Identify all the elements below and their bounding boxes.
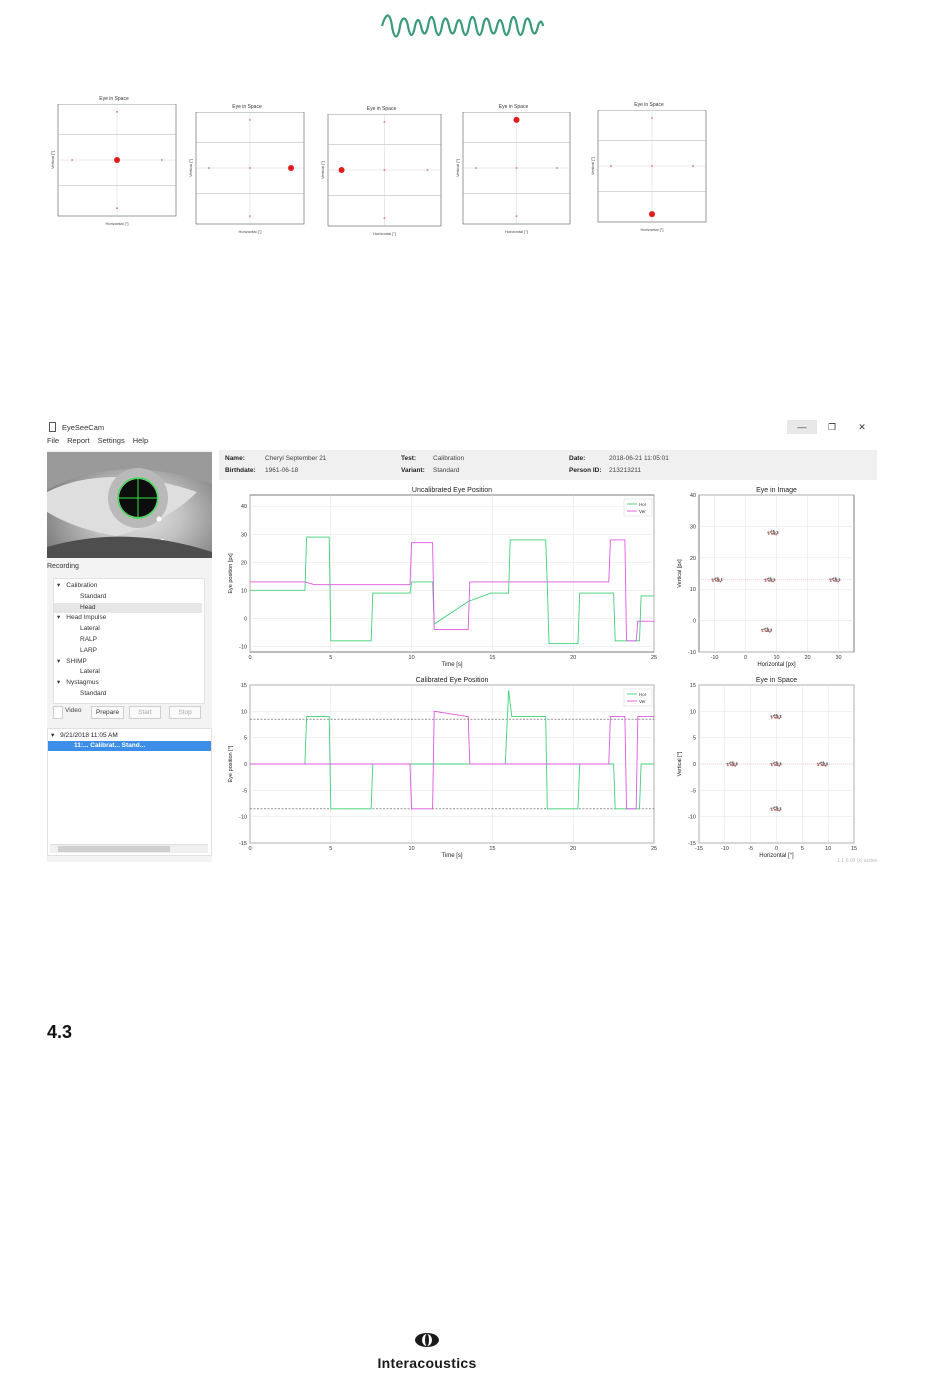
scatter-point	[769, 631, 771, 633]
x-tick-label: 0	[774, 846, 779, 852]
scatter-point	[727, 764, 729, 766]
mini-plot-title: Eye in Space	[498, 104, 529, 110]
mini-plot-ylabel: Vertical [°]	[455, 158, 460, 178]
scatter-point	[829, 578, 831, 580]
scatter-point	[764, 578, 766, 580]
y-axis-label: Eye position [°]	[228, 745, 234, 783]
tree-item[interactable]	[54, 603, 202, 613]
footer-brand: Interacoustics	[377, 1355, 477, 1371]
x-tick-label: 15	[489, 846, 496, 852]
eyeseecam-window	[47, 420, 879, 866]
mini-plot-xlabel: Horizontal [°]	[373, 231, 396, 236]
scatter-point	[780, 762, 782, 764]
video-checkbox[interactable]	[53, 706, 63, 719]
recording-button-row	[53, 706, 203, 718]
y-tick-label: 40	[689, 493, 696, 499]
x-tick-label: 20	[570, 655, 577, 661]
tree-item[interactable]	[54, 613, 202, 623]
birthdate-value: 1961-06-18	[265, 467, 299, 474]
person-id-value: 213213211	[609, 467, 642, 474]
y-tick-label: 0	[692, 762, 696, 768]
person-id-label: Person ID:	[569, 467, 602, 474]
x-tick-label: 10	[408, 846, 415, 852]
tree-item-label: Calibration	[66, 582, 98, 589]
scatter-point	[771, 717, 773, 719]
date-label: Date:	[569, 455, 586, 462]
x-tick-label: 5	[329, 846, 333, 852]
x-tick-label: -5	[748, 846, 754, 852]
x-tick-label: 5	[800, 846, 804, 852]
x-axis-label: Horizontal [°]	[759, 853, 794, 859]
tree-item-label: Standard	[80, 690, 107, 697]
eye-in-space-mini-plot	[50, 96, 178, 226]
scatter-point	[711, 578, 713, 580]
variant-label: Variant:	[401, 467, 425, 474]
plot-frame	[250, 495, 654, 652]
x-tick-label: 0	[248, 846, 252, 852]
scatter-point	[770, 763, 772, 765]
y-tick-label: -10	[239, 814, 247, 821]
mini-plot-title: Eye in Space	[232, 104, 262, 110]
x-tick-label: -15	[695, 846, 703, 852]
mini-plot-ylabel: Vertical [°]	[320, 160, 325, 180]
restore-button[interactable]: ❐	[827, 422, 837, 432]
mini-plot-title: Eye in Space	[99, 96, 129, 102]
tree-item[interactable]	[54, 646, 202, 656]
x-tick-label: 30	[835, 655, 842, 661]
tree-item[interactable]	[54, 581, 202, 591]
scatter-point	[767, 531, 769, 533]
tree-item[interactable]	[54, 678, 202, 688]
mini-plot-xlabel: Horizontal [°]	[640, 227, 664, 232]
scatter-point	[778, 810, 780, 812]
mini-plot-title: Eye in Space	[366, 106, 397, 112]
menu-settings[interactable]: Settings	[97, 436, 125, 445]
tree-item-label: Head Impulse	[66, 614, 107, 622]
menu-file[interactable]: File	[47, 436, 60, 445]
x-tick-label: 5	[329, 655, 333, 661]
mini-plot-title: Eye in Space	[634, 102, 664, 108]
mini-eye-position-dot	[339, 167, 345, 173]
y-tick-label: 0	[692, 618, 696, 625]
scatter-point	[819, 762, 821, 764]
x-tick-label: 20	[804, 655, 811, 661]
scatter-point	[823, 764, 825, 766]
tree-item-label: SHIMP	[66, 657, 87, 665]
scatter-point	[776, 715, 778, 717]
mini-target-marker	[516, 215, 518, 217]
scatter-point	[780, 715, 782, 717]
scatter-point	[761, 629, 763, 631]
scatter-point	[765, 580, 767, 582]
y-tick-label: 30	[689, 524, 696, 531]
scatter-point	[773, 533, 775, 535]
scatter-point	[772, 581, 774, 583]
legend-label: Ver	[639, 699, 646, 704]
scatter-point	[778, 718, 780, 720]
scatter-point	[771, 764, 773, 766]
mini-target-marker	[556, 167, 558, 169]
name-value: Cheryl September 21	[265, 455, 327, 462]
session-item-row[interactable]	[48, 741, 211, 751]
chart-1	[677, 487, 854, 668]
footer-logo	[360, 1332, 494, 1371]
eye-in-space-mini-plot	[455, 104, 572, 234]
scatter-point	[780, 807, 782, 809]
legend-label: Ver	[639, 509, 646, 514]
y-tick-label: -15	[688, 841, 696, 847]
scatter-point	[823, 762, 825, 764]
mini-target-marker	[651, 165, 653, 167]
scrollbar-thumb[interactable]	[58, 846, 170, 852]
legend-label: Hor	[639, 692, 647, 697]
scatter-point	[767, 628, 769, 630]
x-tick-label: 10	[408, 655, 415, 661]
x-axis-label: Horizontal [px]	[757, 662, 796, 668]
scatter-point	[830, 580, 832, 582]
scatter-point	[837, 581, 839, 583]
x-tick-label: 25	[650, 655, 658, 661]
title-bar	[47, 420, 879, 434]
eye-camera-image	[47, 452, 212, 558]
mini-plot-ylabel: Vertical [°]	[188, 158, 193, 178]
mini-target-marker	[161, 159, 163, 161]
mini-target-marker	[249, 119, 251, 121]
scatter-point	[766, 578, 768, 580]
scatter-point	[771, 809, 773, 811]
chart-title: Calibrated Eye Position	[415, 677, 489, 684]
expand-icon: ▾	[51, 732, 55, 739]
scatter-point	[826, 762, 828, 764]
scatter-point	[712, 580, 714, 582]
scatter-point	[770, 715, 772, 717]
tree-item-label: Lateral	[80, 625, 100, 633]
y-tick-label: 0	[243, 762, 247, 768]
x-tick-label: -10	[710, 655, 719, 661]
window-title: EyeSeeCam	[62, 422, 105, 432]
x-axis-label: Time [s]	[441, 662, 463, 668]
y-tick-label: 20	[689, 555, 696, 562]
variant-value: Standard	[433, 467, 460, 474]
mini-target-marker	[208, 167, 210, 169]
scatter-point	[775, 534, 777, 536]
session-date-row[interactable]	[48, 731, 211, 741]
y-tick-label: 10	[689, 709, 696, 716]
y-axis-label: Vertical [px]	[677, 559, 683, 588]
scatter-point	[817, 763, 819, 765]
expand-icon[interactable]: ▾	[57, 614, 61, 622]
x-tick-label: 25	[650, 846, 658, 852]
mini-target-marker	[651, 117, 653, 119]
interacoustics-wave-logo	[380, 8, 545, 44]
mini-plot-ylabel: Vertical [°]	[590, 156, 595, 176]
scatter-point	[773, 762, 775, 764]
y-tick-label: -5	[691, 788, 696, 795]
eye-in-space-mini-plot	[188, 104, 306, 234]
expand-icon[interactable]: ▾	[57, 582, 61, 589]
scatter-point	[726, 763, 728, 765]
x-axis-label: Time [s]	[441, 853, 463, 859]
chart-title: Eye in Space	[755, 677, 798, 684]
mini-plot-ylabel: Vertical [°]	[50, 150, 55, 170]
mini-eye-position-dot	[288, 165, 294, 171]
x-tick-label: 0	[743, 655, 748, 661]
mini-target-marker	[610, 165, 612, 167]
section-number: 4.3	[47, 1022, 73, 1042]
session-date: 9/21/2018 11:05 AM	[60, 732, 118, 739]
scatter-point	[770, 580, 772, 582]
mini-target-marker	[116, 207, 118, 209]
x-tick-label: -10	[720, 846, 729, 852]
birthdate-label: Birthdate:	[225, 467, 256, 474]
scatter-point	[718, 580, 720, 582]
scatter-point	[839, 578, 841, 580]
chart-title: Uncalibrated Eye Position	[411, 487, 493, 494]
scatter-point	[717, 578, 719, 580]
y-tick-label: 15	[240, 683, 247, 689]
charts-area	[219, 482, 879, 864]
y-tick-label: -15	[239, 841, 247, 847]
y-tick-label: 40	[240, 504, 247, 511]
scatter-point	[719, 581, 721, 583]
scatter-point	[773, 807, 775, 809]
mini-eye-position-dot	[649, 211, 655, 217]
left-panel	[47, 450, 212, 862]
mini-target-marker	[692, 165, 694, 167]
scatter-point	[768, 533, 770, 535]
version-text: 1.1.0.00 (x) active	[837, 858, 877, 864]
y-tick-label: 20	[240, 560, 247, 567]
test-tree	[53, 578, 205, 704]
horizontal-scrollbar[interactable]	[50, 844, 208, 853]
video-label: Video	[65, 707, 82, 714]
scatter-point	[778, 765, 780, 767]
scatter-point	[831, 578, 833, 580]
scatter-point	[734, 765, 736, 767]
chart-3	[677, 677, 857, 859]
mini-eye-position-dot	[114, 157, 120, 163]
y-tick-label: 10	[689, 587, 696, 594]
expand-icon[interactable]: ▾	[57, 657, 61, 665]
start-button[interactable]: Start	[129, 706, 161, 719]
close-button[interactable]: ✕	[858, 422, 866, 432]
session-item: 11:... Calibrat... Stand...	[74, 742, 146, 749]
y-tick-label: 5	[692, 735, 696, 742]
scatter-point	[729, 762, 731, 764]
interacoustics-globe-icon	[414, 1332, 440, 1348]
scatter-point	[773, 715, 775, 717]
mini-target-marker	[71, 159, 73, 161]
y-tick-label: 0	[243, 616, 247, 623]
y-tick-label: 5	[243, 735, 247, 742]
tree-item[interactable]	[54, 667, 202, 677]
date-value: 2018-06-21 11:05:01	[609, 455, 669, 462]
mini-target-marker	[384, 169, 386, 171]
recording-label: Recording	[47, 563, 79, 570]
scatter-point	[763, 628, 765, 630]
test-value: Calibration	[433, 455, 465, 462]
mini-target-marker	[426, 169, 428, 171]
x-tick-label: 15	[489, 655, 496, 661]
mini-target-marker	[384, 121, 386, 123]
mini-plot-xlabel: Horizontal [°]	[238, 229, 262, 234]
chart-2	[228, 677, 657, 859]
menu-bar	[47, 436, 148, 448]
legend-box	[624, 499, 652, 516]
scatter-point	[721, 578, 723, 580]
tree-item-label: Head	[80, 603, 96, 611]
scatter-point	[817, 764, 819, 766]
expand-icon[interactable]: ▾	[57, 679, 61, 687]
tree-item-label: Lateral	[80, 668, 100, 676]
mini-target-marker	[116, 111, 118, 113]
mini-plot-xlabel: Horizontal [°]	[505, 229, 528, 234]
menu-report[interactable]: Report	[67, 436, 90, 445]
scatter-point	[835, 580, 837, 582]
y-axis-label: Eye position [px]	[228, 553, 234, 594]
mini-target-marker	[249, 167, 251, 169]
scatter-point	[762, 630, 764, 632]
scatter-point	[776, 762, 778, 764]
session-list	[47, 728, 212, 856]
x-tick-label: 10	[773, 655, 780, 661]
scatter-point	[825, 765, 827, 767]
charts-svg	[219, 482, 879, 864]
scatter-point	[777, 809, 779, 811]
x-tick-label: 10	[825, 846, 832, 852]
y-tick-label: -10	[688, 650, 696, 656]
eye-in-space-mini-plot	[590, 102, 708, 232]
minimize-button[interactable]: —	[787, 420, 817, 434]
scatter-point	[770, 628, 772, 630]
patient-info-header	[219, 450, 877, 480]
menu-help[interactable]: Help	[132, 436, 149, 445]
scatter-point	[736, 762, 738, 764]
tree-item[interactable]	[54, 657, 202, 667]
scatter-point	[769, 531, 771, 533]
app-icon	[49, 422, 56, 432]
mini-eye-position-dot	[514, 117, 520, 123]
y-tick-label: 10	[240, 588, 247, 595]
scatter-point	[770, 578, 772, 580]
scatter-point	[777, 531, 779, 533]
y-tick-label: 10	[240, 709, 247, 716]
scatter-point	[773, 531, 775, 533]
mini-target-marker	[516, 167, 518, 169]
x-tick-label: 20	[570, 846, 577, 852]
tree-item[interactable]	[54, 624, 202, 634]
y-tick-label: 15	[689, 683, 696, 689]
scatter-point	[732, 762, 734, 764]
scatter-point	[777, 717, 779, 719]
scatter-point	[835, 578, 837, 580]
mini-plot-xlabel: Horizontal [°]	[105, 221, 129, 226]
scatter-point	[776, 807, 778, 809]
scatter-point	[773, 578, 775, 580]
x-tick-label: 0	[248, 655, 252, 661]
stop-button[interactable]: Stop	[169, 706, 201, 719]
name-label: Name:	[225, 455, 245, 462]
chart-title: Eye in Image	[756, 487, 797, 494]
y-tick-label: 30	[240, 532, 247, 539]
legend-box	[624, 689, 652, 706]
scatter-point	[733, 764, 735, 766]
tree-item-label: LARP	[80, 646, 97, 654]
tree-item[interactable]	[54, 635, 202, 645]
y-axis-label: Vertical [°]	[677, 751, 683, 777]
tree-item-label: Standard	[80, 592, 107, 600]
chart-0	[228, 487, 657, 668]
y-tick-label: -5	[242, 788, 247, 795]
y-tick-label: -10	[688, 814, 696, 821]
legend-label: Hor	[639, 502, 647, 507]
tree-item-label: RALP	[80, 636, 97, 643]
x-tick-label: 15	[850, 846, 858, 852]
mini-target-marker	[475, 167, 477, 169]
eye-in-space-mini-plot	[320, 106, 443, 236]
mini-target-marker	[384, 217, 386, 219]
scatter-point	[777, 764, 779, 766]
prepare-button[interactable]: Prepare	[91, 706, 124, 719]
mini-target-marker	[249, 215, 251, 217]
test-label: Test:	[401, 455, 417, 462]
tree-item[interactable]	[54, 592, 202, 602]
scatter-point	[714, 578, 716, 580]
tree-item-label: Nystagmus	[66, 679, 99, 687]
tree-item[interactable]	[54, 689, 202, 699]
scatter-point	[767, 630, 769, 632]
y-tick-label: -10	[239, 644, 247, 651]
scatter-point	[770, 807, 772, 809]
